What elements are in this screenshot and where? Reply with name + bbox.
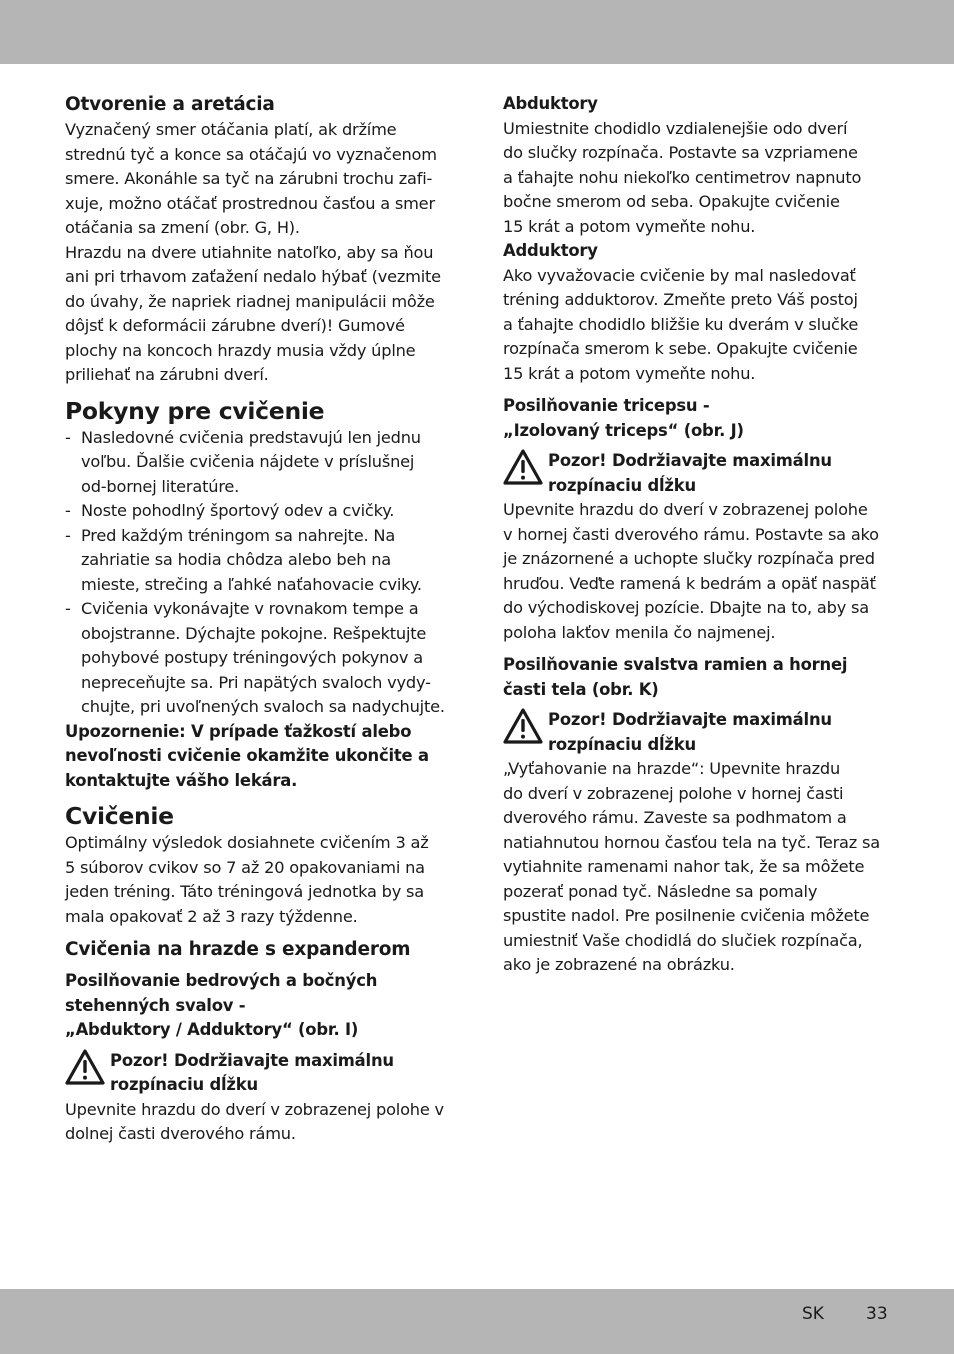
list-item [65, 426, 457, 500]
text-line: Upozornenie: V prípade ťažkostí alebo [65, 721, 412, 741]
paragraph-exercise [65, 831, 457, 929]
text-line: do dverí v zobrazenej polohe v hornej časti [503, 783, 844, 803]
text-line: stehenných svalov - [65, 995, 246, 1015]
instructions-list [65, 426, 457, 720]
heading-exercise-instructions: Pokyny pre cvičenie [65, 396, 325, 425]
heading-exercise: Cvičenie [65, 802, 174, 830]
list-item [65, 499, 457, 524]
text-line: rozpínača smerom k sebe. Opakujte cvičenie [503, 339, 858, 358]
text-line: strednú tyč a konce sa otáčajú vo vyznačenom [65, 144, 437, 164]
heading-opening-locking: Otvorenie a aretácia [65, 94, 275, 115]
caution-note [503, 449, 888, 498]
text-line: do východiskovej pozície. Dbajte na to, aby sa [503, 598, 870, 617]
text-line: v hornej časti dverového rámu. Postavte sa ako [503, 524, 879, 544]
paragraph-shoulders [503, 757, 888, 978]
text-line: rozpínaciu dĺžku [548, 734, 696, 754]
text-line: tréning adduktorov. Zmeňte preto Váš postoj [503, 290, 858, 309]
text-line: kontaktujte vášho lekára. [65, 770, 298, 790]
heading-triceps [503, 394, 888, 443]
text-line: „Izolovaný triceps“ (obr. J) [503, 420, 744, 440]
text-line: poloha lakťov menila čo najmenej. [503, 622, 776, 642]
text-line: mala opakovať 2 až 3 razy týždenne. [65, 906, 358, 926]
text-line: vytiahnite ramenami nahor tak, že sa môžete [503, 857, 865, 876]
caution-text [548, 708, 832, 757]
text-line: Upevnite hrazdu do dverí v zobrazenej polohe [503, 500, 868, 519]
paragraph-adductors [503, 264, 888, 387]
text-line: Pozor! Dodržiavajte maximálnu [548, 451, 832, 470]
text-line: umiestniť Vaše chodidlá do slučiek rozpínača, [503, 930, 863, 950]
text-line: Umiestnite chodidlo vzdialenejšie odo dverí [503, 118, 848, 138]
list-item [65, 597, 457, 720]
text-line: 5 súborov cvikov so 7 až 20 opakovaniami na [65, 857, 425, 877]
warning-triangle-icon [65, 1049, 105, 1085]
language-code: SK [802, 1304, 824, 1324]
text-line: od-bornej literatúre. [81, 476, 240, 496]
text-line: dôjsť k deformácii zárubne dverí)! Gumové [65, 316, 405, 335]
text-line: zahriatie sa hodia chôdza alebo beh na [81, 550, 392, 569]
text-line: priliehať na zárubni dverí. [65, 365, 269, 384]
header-bar [0, 0, 954, 64]
text-line: 15 krát a potom vymeňte nohu. [503, 216, 756, 236]
text-line: plochy na koncoch hrazdy musia vždy úplne [65, 340, 416, 360]
text-line: Vyznačený smer otáčania platí, ak držíme [65, 120, 397, 139]
text-line: Posilňovanie bedrových a bočných [65, 971, 378, 990]
text-line: Optimálny výsledok dosiahnete cvičením 3 až [65, 833, 429, 852]
warning-triangle-icon [503, 708, 543, 744]
text-line: natiahnutou hornou časťou tela na tyč. Teraz sa [503, 832, 880, 852]
text-line: - Noste pohodlný športový odev a cvičky. [81, 501, 395, 520]
text-line: ako je zobrazené na obrázku. [503, 955, 735, 974]
paragraph-mount-low [65, 1098, 457, 1147]
text-line: spustite nadol. Pre posilnenie cvičenia môžete [503, 906, 870, 925]
text-line: dverového rámu. Zaveste sa podhmatom a [503, 808, 847, 827]
text-line: nepreceňujte sa. Pri napätých svaloch vydy- [81, 672, 431, 692]
text-line: rozpínaciu dĺžku [110, 1075, 258, 1094]
text-line: - Nasledovné cvičenia predstavujú len jednu [81, 427, 421, 447]
text-line: a ťahajte nohu niekoľko centimetrov napnuto [503, 167, 862, 187]
text-line: Ako vyvažovacie cvičenie by mal nasledovať [503, 265, 856, 285]
text-line: Posilňovanie tricepsu - [503, 396, 710, 415]
text-line: „Abduktory / Adduktory“ (obr. I) [65, 1020, 359, 1039]
text-line: do úvahy, že napriek riadnej manipulácii môže [65, 291, 435, 311]
text-line: je znázornené a uchopte slučky rozpínača pred [503, 549, 875, 568]
text-line: bočne smerom od seba. Opakujte cvičenie [503, 192, 840, 211]
caution-text [110, 1049, 394, 1098]
heading-abductors-adductors [65, 969, 457, 1043]
caution-note [65, 1049, 457, 1098]
text-line: obojstranne. Dýchajte pokojne. Rešpektujte [81, 623, 427, 643]
heading-bar-exercises: Cvičenia na hrazde s expanderom [65, 939, 411, 960]
text-line: Pozor! Dodržiavajte maximálnu [110, 1050, 394, 1070]
text-line: jeden tréning. Táto tréningová jednotka by sa [65, 882, 425, 901]
text-line: mieste, strečing a ľahké naťahovacie cviky. [81, 574, 422, 594]
page-number: 33 [866, 1304, 888, 1324]
left-column [65, 92, 457, 1147]
caution-text [548, 449, 832, 498]
text-line: xuje, možno otáčať prostrednou časťou a smer [65, 193, 435, 213]
warning-triangle-icon [503, 449, 543, 485]
text-line: 15 krát a potom vymeňte nohu. [503, 363, 756, 383]
text-line: otáčania sa zmení (obr. G, H). [65, 218, 300, 237]
text-line: pohybové postupy tréningových pokynov a [81, 648, 423, 667]
text-line: a ťahajte chodidlo bližšie ku dverám v slučke [503, 314, 859, 334]
text-line: hruďou. Veďte ramená k bedrám a opäť naspäť [503, 573, 876, 593]
text-line: Pozor! Dodržiavajte maximálnu [548, 710, 832, 729]
text-line: - Cvičenia vykonávajte v rovnakom tempe a [81, 599, 419, 618]
text-line: pozerať ponad tyč. Následne sa pomaly [503, 881, 818, 901]
health-warning [65, 720, 457, 794]
paragraph-abductors [503, 117, 888, 240]
heading-adductors: Adduktory [503, 241, 598, 260]
text-line: smere. Akonáhle sa tyč na zárubni trochu zafi- [65, 169, 433, 188]
text-line: Upevnite hrazdu do dverí v zobrazenej polohe v [65, 1099, 444, 1119]
text-line: časti tela (obr. K) [503, 679, 659, 699]
heading-abductors: Abduktory [503, 94, 598, 113]
text-line: ani pri trhavom zaťažení nedalo hýbať (vezmite [65, 267, 441, 286]
heading-shoulders [503, 653, 888, 702]
text-line: „Vyťahovanie na hrazde“: Upevnite hrazdu [503, 759, 841, 778]
text-line: do slučky rozpínača. Postavte sa vzpriamene [503, 143, 858, 162]
right-column [503, 92, 888, 978]
caution-note [503, 708, 888, 757]
text-line: nevoľnosti cvičenie okamžite ukončite a [65, 746, 429, 765]
text-line: voľbu. Ďalšie cvičenia nájdete v príslušnej [81, 452, 415, 471]
text-line: dolnej časti dverového rámu. [65, 1124, 296, 1143]
text-line: Posilňovanie svalstva ramien a hornej [503, 655, 848, 674]
paragraph-opening [65, 118, 457, 388]
list-item [65, 524, 457, 598]
text-line: Hrazdu na dvere utiahnite natoľko, aby sa ňou [65, 242, 434, 262]
text-line: chujte, pri uvoľnených svaloch sa nadychujte. [81, 697, 445, 716]
paragraph-triceps [503, 498, 888, 645]
text-line: rozpínaciu dĺžku [548, 475, 696, 495]
text-line: - Pred každým tréningom sa nahrejte. Na [81, 525, 396, 545]
